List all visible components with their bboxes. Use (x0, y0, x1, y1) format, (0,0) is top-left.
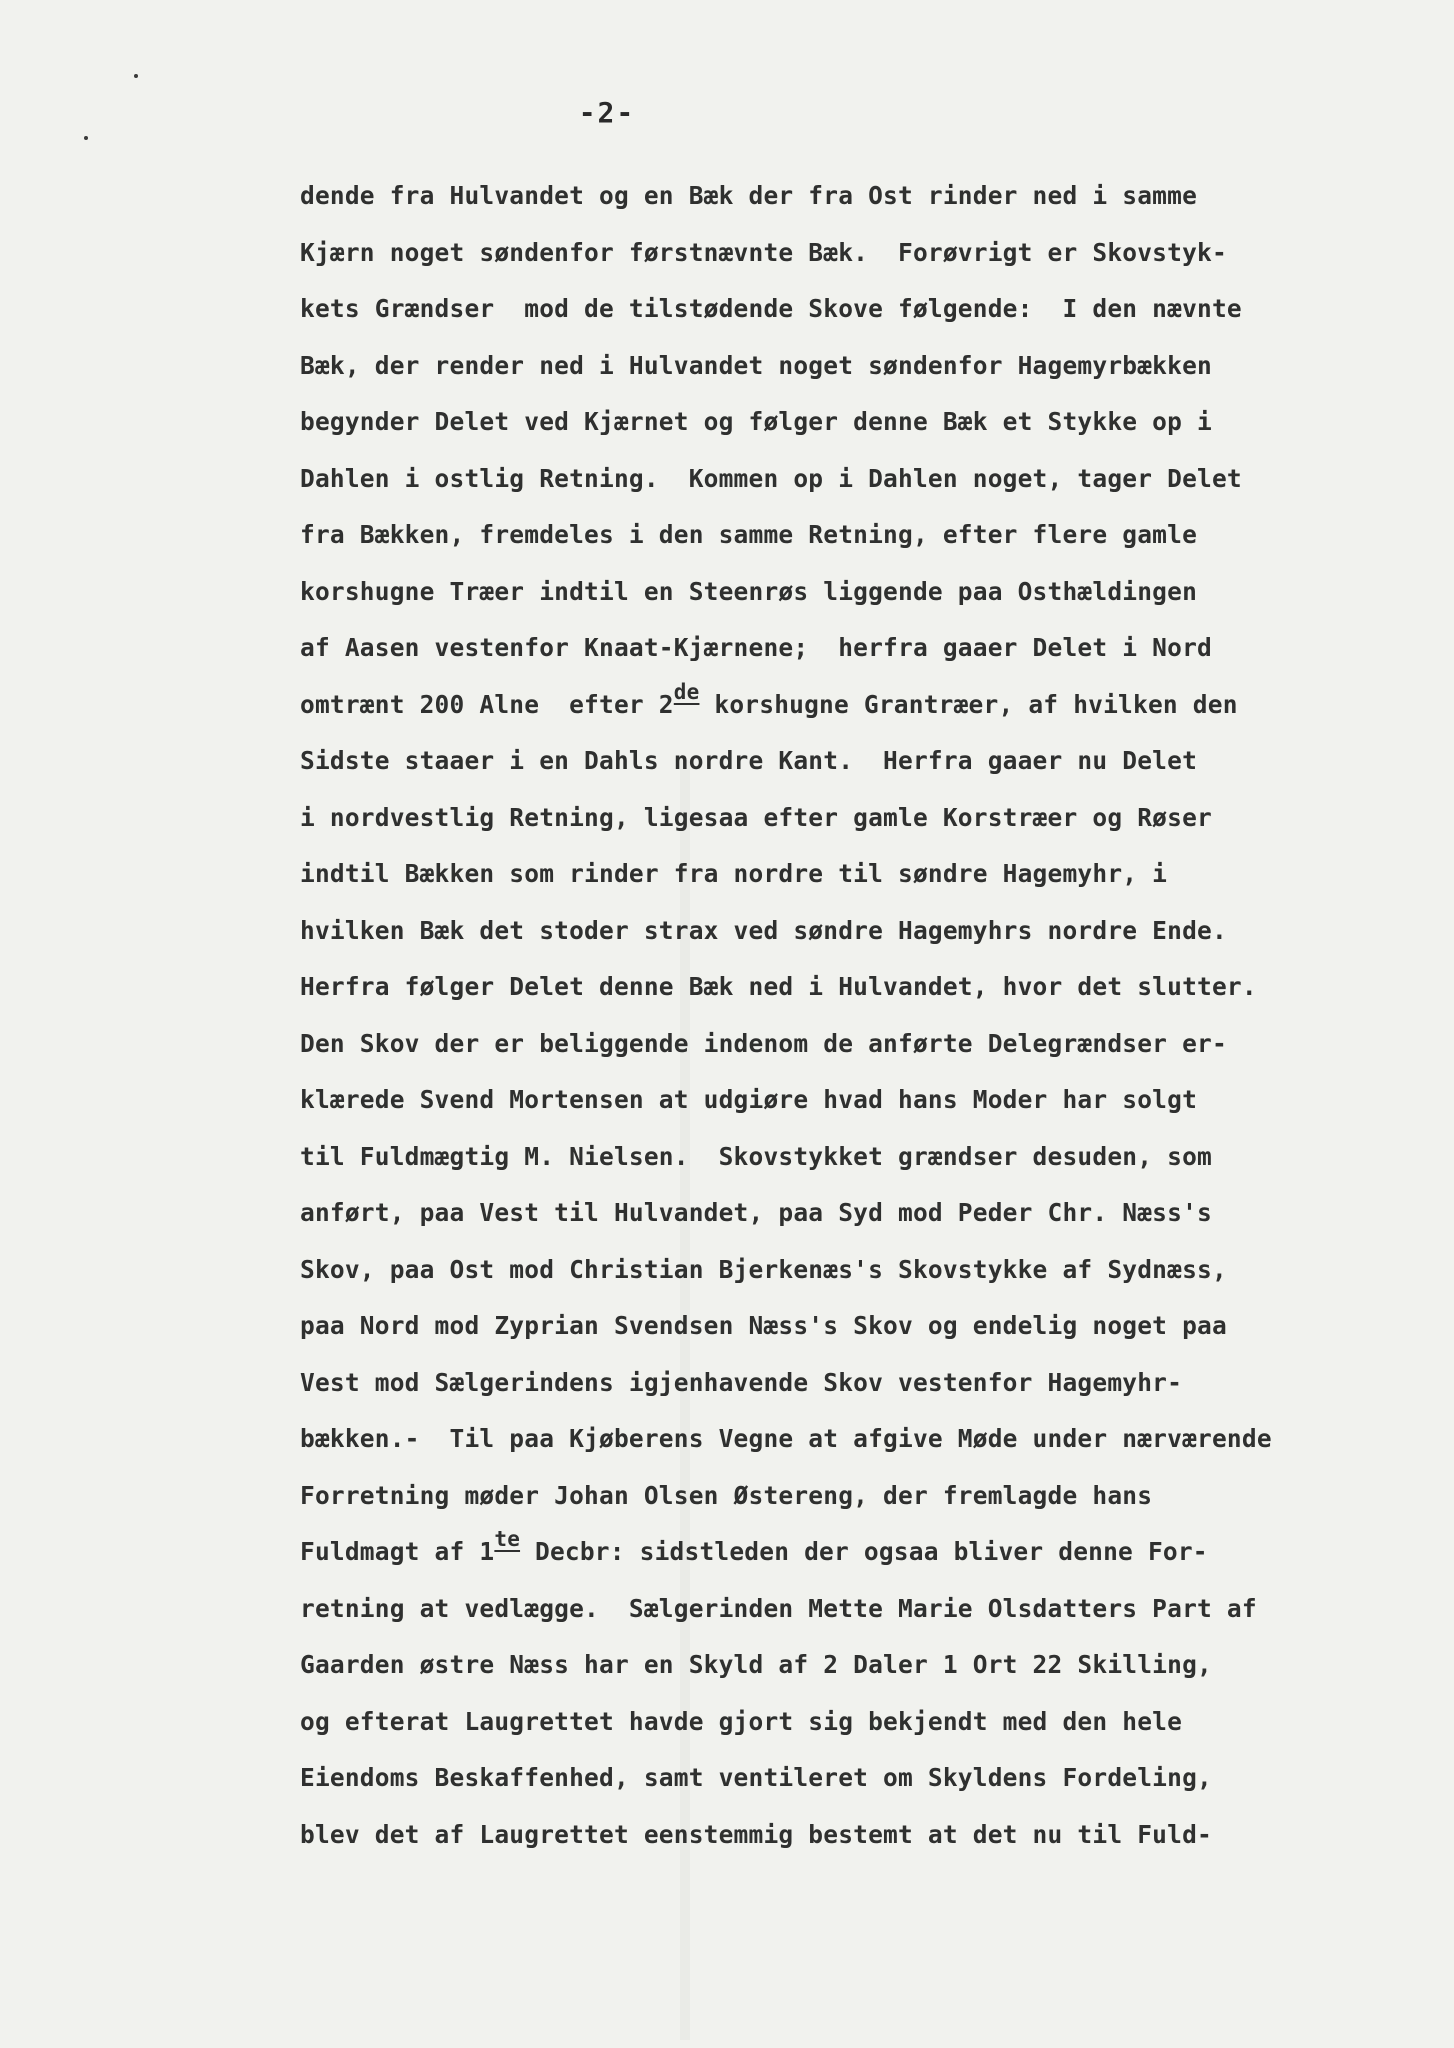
text-line (300, 1242, 1440, 1299)
line-text: begynder Delet ved Kjærnet og følger denne Bæk et Stykke op i (300, 407, 1212, 436)
line-text: Skov, paa Ost mod Christian Bjerkenæs's Skovstykke af Sydnæss, (300, 1254, 1227, 1284)
line-text: blev det af Laugrettet eenstemmig bestemt at det nu til Fuld- (300, 1819, 1212, 1849)
text-line (300, 1355, 1440, 1412)
text-line (300, 1468, 1440, 1525)
margin-speck (134, 74, 138, 78)
line-text: af Aasen vestenfor Knaat-Kjærnene; herfra gaaer Delet i Nord (300, 633, 1212, 662)
line-text: Dahlen i ostlig Retning. Kommen op i Dahlen noget, tager Delet (300, 463, 1242, 493)
superscript-ordinal: de (673, 679, 700, 704)
line-text: korshugne Grantræer, af hvilken den (699, 689, 1238, 719)
text-line (300, 1637, 1440, 1694)
line-text: Sidste staaer i en Dahls nordre Kant. Herfra gaaer nu Delet (300, 746, 1198, 775)
line-text: anført, paa Vest til Hulvandet, paa Syd mod Peder Chr. Næss's (300, 1198, 1212, 1227)
text-line (300, 1750, 1440, 1807)
line-text: kets Grændser mod de tilstødende Skove følgende: I den nævnte (300, 294, 1242, 323)
text-line (300, 225, 1440, 282)
text-line (300, 1129, 1440, 1186)
line-text: Gaarden østre Næss har en Skyld af 2 Daler 1 Ort 22 Skilling, (300, 1650, 1212, 1679)
text-line (300, 677, 1440, 734)
text-line (300, 1581, 1440, 1638)
text-line (300, 394, 1440, 451)
body-text (300, 168, 1440, 1863)
text-line (300, 1411, 1440, 1468)
text-line (300, 281, 1440, 338)
page-number: -2- (578, 96, 636, 129)
line-text: Forretning møder Johan Olsen Østereng, der fremlagde hans (300, 1480, 1153, 1510)
text-line (300, 733, 1440, 790)
text-line (300, 168, 1440, 225)
line-text: Bæk, der render ned i Hulvandet noget søndenfor Hagemyrbækken (300, 350, 1212, 380)
line-text: bækken.- Til paa Kjøberens Vegne at afgive Møde under nærværende (300, 1424, 1272, 1453)
line-text: klærede Svend Mortensen at udgiøre hvad hans Moder har solgt (300, 1085, 1198, 1114)
line-text: Den Skov der er beliggende indenom de anførte Delegrændser er- (300, 1028, 1227, 1058)
text-line (300, 846, 1440, 903)
line-text: paa Nord mod Zyprian Svendsen Næss's Skov og endelig noget paa (300, 1311, 1227, 1340)
text-line (300, 1016, 1440, 1073)
line-text: Vest mod Sælgerindens igjenhavende Skov vestenfor Hagemyhr- (300, 1367, 1183, 1397)
line-text: i nordvestlig Retning, ligesaa efter gamle Korstræer og Røser (300, 802, 1212, 832)
line-text: Eiendoms Beskaffenhed, samt ventileret om Skyldens Fordeling, (300, 1763, 1212, 1792)
text-line (300, 1185, 1440, 1242)
text-line (300, 1298, 1440, 1355)
margin-speck (84, 136, 88, 140)
text-line (300, 790, 1440, 847)
text-line (300, 1694, 1440, 1751)
line-text: hvilken Bæk det stoder strax ved søndre Hagemyhrs nordre Ende. (300, 915, 1227, 945)
line-text: til Fuldmægtig M. Nielsen. Skovstykket grændser desuden, som (300, 1141, 1212, 1171)
line-text: Fuldmagt af 1 (300, 1537, 495, 1566)
text-line (300, 1524, 1440, 1581)
line-text: retning at vedlægge. Sælgerinden Mette Marie Olsdatters Part af (300, 1593, 1257, 1623)
text-line (300, 507, 1440, 564)
text-line (300, 451, 1440, 508)
superscript-ordinal: te (494, 1527, 521, 1551)
text-line (300, 1072, 1440, 1129)
text-line (300, 564, 1440, 621)
line-text: Herfra følger Delet denne Bæk ned i Hulvandet, hvor det slutter. (300, 972, 1257, 1001)
line-text: korshugne Træer indtil en Steenrøs liggende paa Osthældingen (300, 576, 1198, 606)
line-text: omtrænt 200 Alne efter 2 (300, 689, 674, 719)
line-text: og efterat Laugrettet havde gjort sig bekjendt med den hele (300, 1706, 1183, 1736)
text-line (300, 959, 1440, 1016)
text-line (300, 1807, 1440, 1864)
text-line (300, 338, 1440, 395)
line-text: Decbr: sidstleden der ogsaa bliver denne For- (520, 1537, 1208, 1566)
text-line (300, 620, 1440, 677)
line-text: dende fra Hulvandet og en Bæk der fra Ost rinder ned i samme (300, 181, 1198, 210)
text-line (300, 903, 1440, 960)
line-text: fra Bækken, fremdeles i den samme Retning, efter flere gamle (300, 520, 1198, 549)
line-text: indtil Bækken som rinder fra nordre til søndre Hagemyhr, i (300, 859, 1168, 888)
line-text: Kjærn noget søndenfor førstnævnte Bæk. Forøvrigt er Skovstyk- (300, 237, 1227, 267)
